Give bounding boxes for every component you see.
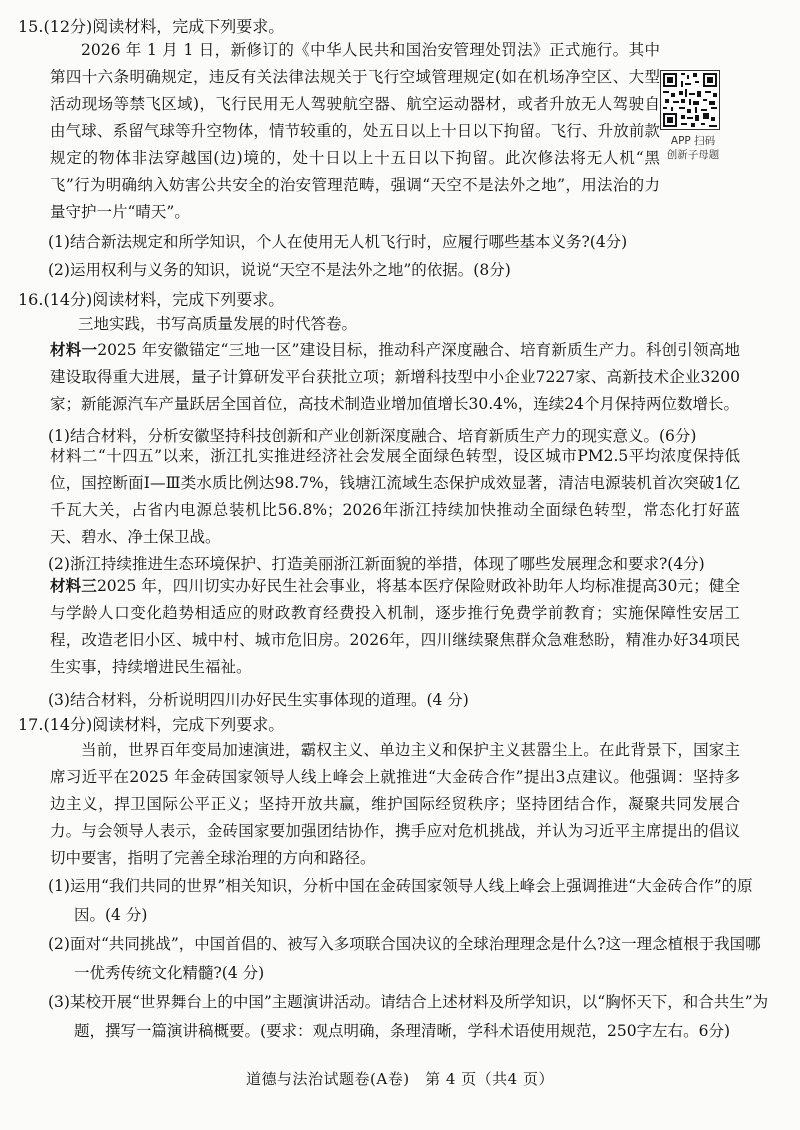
question-16-sub-3: (3)结合材料，分析说明四川办好民生实事体现的道理。(4 分): [48, 691, 469, 709]
qr-code-image: [660, 70, 720, 130]
material-1-label: 材料一: [50, 340, 98, 359]
qr-caption-line-2: 创新子母题: [666, 149, 720, 161]
question-16-sub-2: (2)浙江持续推进生态环境保护、打造美丽浙江新面貌的举措，体现了哪些发展理念和要求?(4分): [48, 555, 705, 573]
question-16-heading: 16.(14分)阅读材料，完成下列要求。: [18, 290, 285, 309]
question-16-sub-1: (1)结合材料，分析安徽坚持科技创新和产业创新深度融合、培育新质生产力的现实意义。(6分): [48, 427, 697, 445]
question-17-sub-2: (2)面对“共同挑战”，中国首倡的、被写入多项联合国决议的全球治理理念是什么?这一理念植根于我国哪一优秀传统文化精髓?(4 分): [48, 935, 761, 982]
question-16-intro: 三地实践，书写高质量发展的时代答卷。: [78, 315, 358, 333]
page-footer: 道德与法治试题卷(A卷) 第 4 页（共4 页）: [246, 1070, 554, 1088]
qr-caption-line-1: APP 扫码: [670, 135, 716, 147]
material-3-text: 2025 年，四川切实办好民生社会事业，将基本医疗保险财政补助年人均标准提高30元；健全与学龄人口变化趋势相适应的财政教育经费投入机制，逐步推行免费学前教育；实施保障性安居工程，改造老旧小区、城中村、城市危旧房。2026年，四川继续聚焦群众急难愁盼，精准办好34项民生实事，持续增进民生福祉。: [50, 577, 740, 676]
question-15-material: 2026 年 1 月 1 日，新修订的《中华人民共和国治安管理处罚法》正式施行。其中第四十六条明确规定，违反有关法律法规关于飞行空域管理规定(如在机场净空区、大型活动现场等禁飞区域)，飞行民用无人驾驶航空器、航空运动器材，或者升放无人驾驶自由气球、系留气球等升空物体，情节较重的，处五日以上十日以下拘留。飞行、升放前款规定的物体非法穿越国(边)境的，处十日以上十五日以下拘留。此次修法将无人机“黑飞”行为明确纳入妨害公共安全的治安管理范畴，强调“天空不是法外之地”，用法治的力量守护一片“晴天”。: [50, 41, 660, 221]
question-17-material: 当前，世界百年变局加速演进，霸权主义、单边主义和保护主义甚嚣尘上。在此背景下，国家主席习近平在2025 年金砖国家领导人线上峰会上就推进“大金砖合作”提出3点建议。他强调：坚持多边主义，捍卫国际公平正义；坚持开放共赢，维护国际经贸秩序；坚持团结合作，凝聚共同发展合力。与会领导人表示，金砖国家要加强团结协作，携手应对危机挑战，并认为习近平主席提出的倡议切中要害，指明了完善全球治理的方向和路径。: [50, 741, 740, 867]
question-17-sub-1: (1)运用“我们共同的世界”相关知识，分析中国在金砖国家领导人线上峰会上强调推进“大金砖合作”的原因。(4 分): [48, 877, 753, 924]
material-3-label: 材料三: [50, 576, 97, 595]
qr-caption: [662, 134, 724, 162]
question-15-sub-2: (2)运用权利与义务的知识，说说“天空不是法外之地”的依据。(8分): [48, 261, 511, 279]
question-16-material-2: 材料二“十四五”以来，浙江扎实推进经济社会发展全面绿色转型，设区城市PM2.5平均浓度保持低位，国控断面Ⅰ—Ⅲ类水质比例达98.7%，钱塘江流域生态保护成效显著，清洁电源装机首次突破1亿千瓦大关，占省内电源总装机比56.8%；2026年浙江持续加快推动全面绿色转型，常态化打好蓝天、碧水、净土保卫战。: [50, 447, 740, 546]
question-16-material-1: [50, 336, 740, 418]
question-15-heading: 15.(12分)阅读材料，完成下列要求。: [18, 17, 285, 36]
question-16-material-3: [50, 572, 740, 681]
question-17-sub-3: (3)某校开展“世界舞台上的中国”主题演讲活动。请结合上述材料及所学知识，以“胸怀天下，和合共生”为题，撰写一篇演讲稿概要。(要求：观点明确，条理清晰，学科术语使用规范，250字左右。6分): [48, 993, 769, 1040]
question-17-heading: 17.(14分)阅读材料，完成下列要求。: [18, 715, 285, 734]
question-15-sub-1: (1)结合新法规定和所学知识，个人在使用无人机飞行时，应履行哪些基本义务?(4分): [48, 233, 628, 251]
material-1-text: 2025 年安徽锚定“三地一区”建设目标，推动科产深度融合、培育新质生产力。科创引领高地建设取得重大进展，量子计算研发平台获批立项；新增科技型中小企业7227家、高新技术企业3200家；新能源汽车产量跃居全国首位，高技术制造业增加值增长30.4%，连续24个月保持两位数增长。: [50, 341, 740, 413]
